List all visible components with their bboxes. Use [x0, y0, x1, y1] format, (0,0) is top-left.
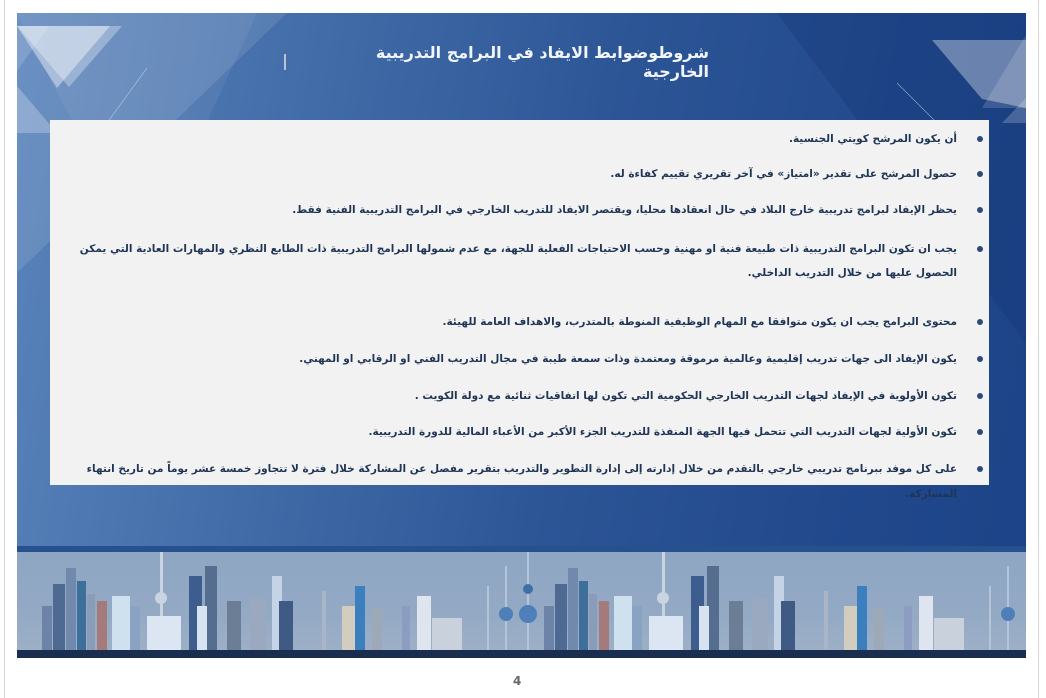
page-edge-left — [4, 0, 5, 698]
list-item: يحظر الإيفاد لبرامج تدريبية خارج البلاد في حال انعقادها محليا، ويقتصر الايفاد للتدريب الخارجي في البرامج التدريبية الفنية فقط. — [77, 198, 957, 223]
bullet-icon — [977, 171, 983, 177]
slide-title: شروطوضوابط الايفاد في البرامج التدريبية الخارجية — [375, 43, 709, 81]
bullet-icon — [977, 207, 983, 213]
city-skyline-banner — [17, 546, 1026, 658]
bullet-icon — [977, 356, 983, 362]
list-item: محتوى البرامج يجب ان يكون متوافقا مع المهام الوظيفية المنوطة بالمتدرب، والاهداف العامة للهيئة. — [77, 310, 957, 335]
list-item: على كل موفد ببرنامج تدريبي خارجي بالتقدم من خلال إدارته إلى إدارة التطوير والتدريب بتقرير مفصل عن المشاركة خلال فترة لا تتجاوز خمسة عشر يوماً من تاريخ انتهاء المشاركة. — [77, 457, 957, 507]
criteria-box — [50, 120, 989, 500]
list-item: أن يكون المرشح كويتي الجنسية. — [77, 127, 957, 152]
bullet-icon — [977, 319, 983, 325]
text-cursor-mark — [284, 54, 286, 70]
list-item: حصول المرشح على تقدير «امتياز» في آخر تقريري تقييم كفاءة له. — [77, 162, 957, 187]
list-item: تكون الأولوية في الإيفاد لجهات التدريب الخارجي الحكومية التي تكون لها اتفاقيات ثنائية مع دولة الكويت . — [77, 384, 957, 409]
page-number: 4 — [513, 674, 522, 688]
bullet-icon — [977, 393, 983, 399]
bullet-icon — [977, 466, 983, 472]
list-item: تكون الأولية لجهات التدريب التي تتحمل فيها الجهة المنفذة للتدريب الجزء الأكبر من الأعباء المالية للدورة التدريبية. — [77, 420, 957, 445]
bullet-icon — [977, 136, 983, 142]
bullet-icon — [977, 429, 983, 435]
skyline-top-bar — [17, 546, 1026, 552]
skyline-bottom-bar — [17, 650, 1026, 658]
bullet-icon — [977, 246, 983, 252]
page-edge-right — [1038, 0, 1039, 698]
slide — [17, 13, 1026, 658]
skyline-buildings — [17, 546, 1026, 658]
list-item: يجب ان تكون البرامج التدريبية ذات طبيعة فنية او مهنية وحسب الاحتياجات الفعلية للجهة، مع عدم شمولها البرامج التدريبية ذات الطابع النظري والمهارات العادية التي يمكن الحصول عليها من خلال التدريب الداخلي. — [77, 237, 957, 285]
list-item: يكون الإيفاد الى جهات تدريب إقليمية وعالمية مرموقة ومعتمدة وذات سمعة طيبة في مجال التدريب الفني او الرقابي او المهني. — [77, 347, 957, 372]
